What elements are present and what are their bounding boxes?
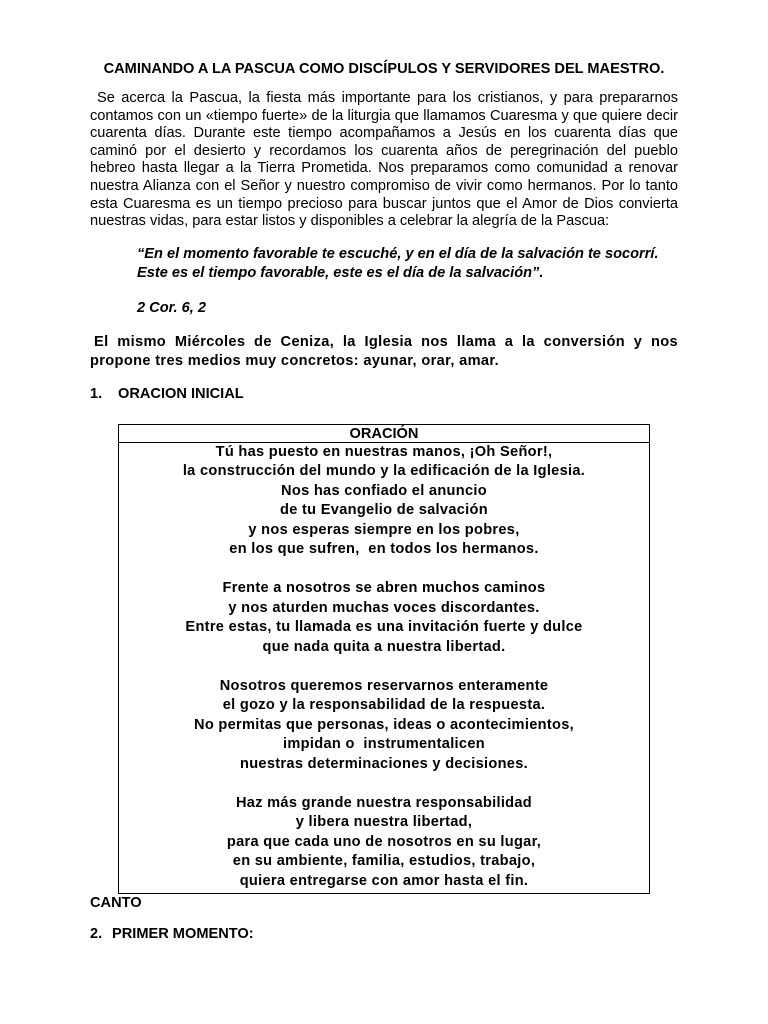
section-number: 1. (90, 385, 103, 402)
prayer-line: Frente a nosotros se abren muchos caminos (222, 580, 546, 597)
intro-paragraph: Se acerca la Pascua, la fiesta más importante para los cristianos, y para prepararnos contamos con un «tiempo fuerte» de la liturgia que llamamos Cuaresma y que quiere decir cuarenta días. Durante este tiempo acompañamos a Jesús en los cuarenta días que caminó por el desierto y recordamos los cuarenta años de peregrinación del pueblo hebreo hasta llegar a la Tierra Prometida. Nos preparamos como comunidad a renovar nuestra Alianza con el Señor y nuestro compromiso de vivir como hermanos. Por lo tanto esta Cuaresma es un tiempo precioso para buscar juntos que el Amor de Dios convierta nuestras vidas, para estar listos y disponibles a celebrar la alegría de la Pascua: (90, 90, 678, 230)
prayer-line: en los que sufren, en todos los hermanos. (229, 541, 539, 558)
prayer-line: de tu Evangelio de salvación (280, 502, 488, 519)
prayer-line: Haz más grande nuestra responsabilidad (235, 794, 533, 811)
prayer-stanza (119, 677, 649, 775)
prayer-line: No permitas que personas, ideas o acontecimientos, (194, 716, 574, 733)
prayer-line: nuestras determinaciones y decisiones. (240, 755, 528, 772)
prayer-line: impidan o instrumentalicen (283, 736, 485, 753)
prayer-line: la construcción del mundo y la edificación de la Iglesia. (182, 463, 586, 480)
prayer-line: y nos aturden muchas voces discordantes. (228, 599, 540, 616)
document-page (90, 60, 678, 943)
section-number: 2. (90, 926, 103, 943)
prayer-line: Nos has confiado el anuncio (281, 482, 487, 499)
prayer-line: el gozo y la responsabilidad de la respuesta. (222, 697, 546, 714)
document-title: CAMINANDO A LA PASCUA COMO DISCÍPULOS Y SERVIDORES DEL MAESTRO. (103, 61, 665, 77)
prayer-stanza (119, 443, 649, 560)
prayer-body (119, 443, 649, 894)
canto-heading: CANTO (90, 895, 142, 912)
section-heading-primer-momento (90, 925, 678, 943)
scripture-reference: 2 Cor. 6, 2 (137, 299, 206, 316)
prayer-table (118, 424, 650, 895)
prayer-line: Entre estas, tu llamada es una invitación fuerte y dulce (185, 619, 583, 636)
prayer-stanza (119, 579, 649, 657)
prayer-line: y libera nuestra libertad, (295, 814, 473, 831)
prayer-line: que nada quita a nuestra libertad. (262, 638, 506, 655)
ash-wednesday-paragraph: El mismo Miércoles de Ceniza, la Iglesia nos llama a la conversión y nos propone tres medios muy concretos: ayunar, orar, amar. (90, 333, 678, 369)
prayer-line: y nos esperas siempre en los pobres, (248, 521, 520, 538)
prayer-heading: ORACIÓN (119, 425, 649, 443)
scripture-quote: “En el momento favorable te escuché, y en el día de la salvación te socorrí. Este es el tiempo favorable, este es el día de la salvación”. (137, 245, 659, 281)
section-label: PRIMER MOMENTO: (112, 926, 254, 943)
prayer-stanza (119, 794, 649, 892)
prayer-line: Nosotros queremos reservarnos enteramente (219, 677, 549, 694)
section-heading-oracion-inicial (90, 385, 678, 403)
prayer-line: para que cada uno de nosotros en su lugar, (226, 833, 542, 850)
prayer-line: en su ambiente, familia, estudios, trabajo, (232, 853, 536, 870)
prayer-line: quiera entregarse con amor hasta el fin. (239, 872, 529, 889)
section-label: ORACION INICIAL (118, 385, 244, 402)
prayer-line: Tú has puesto en nuestras manos, ¡Oh Señor!, (215, 443, 553, 460)
